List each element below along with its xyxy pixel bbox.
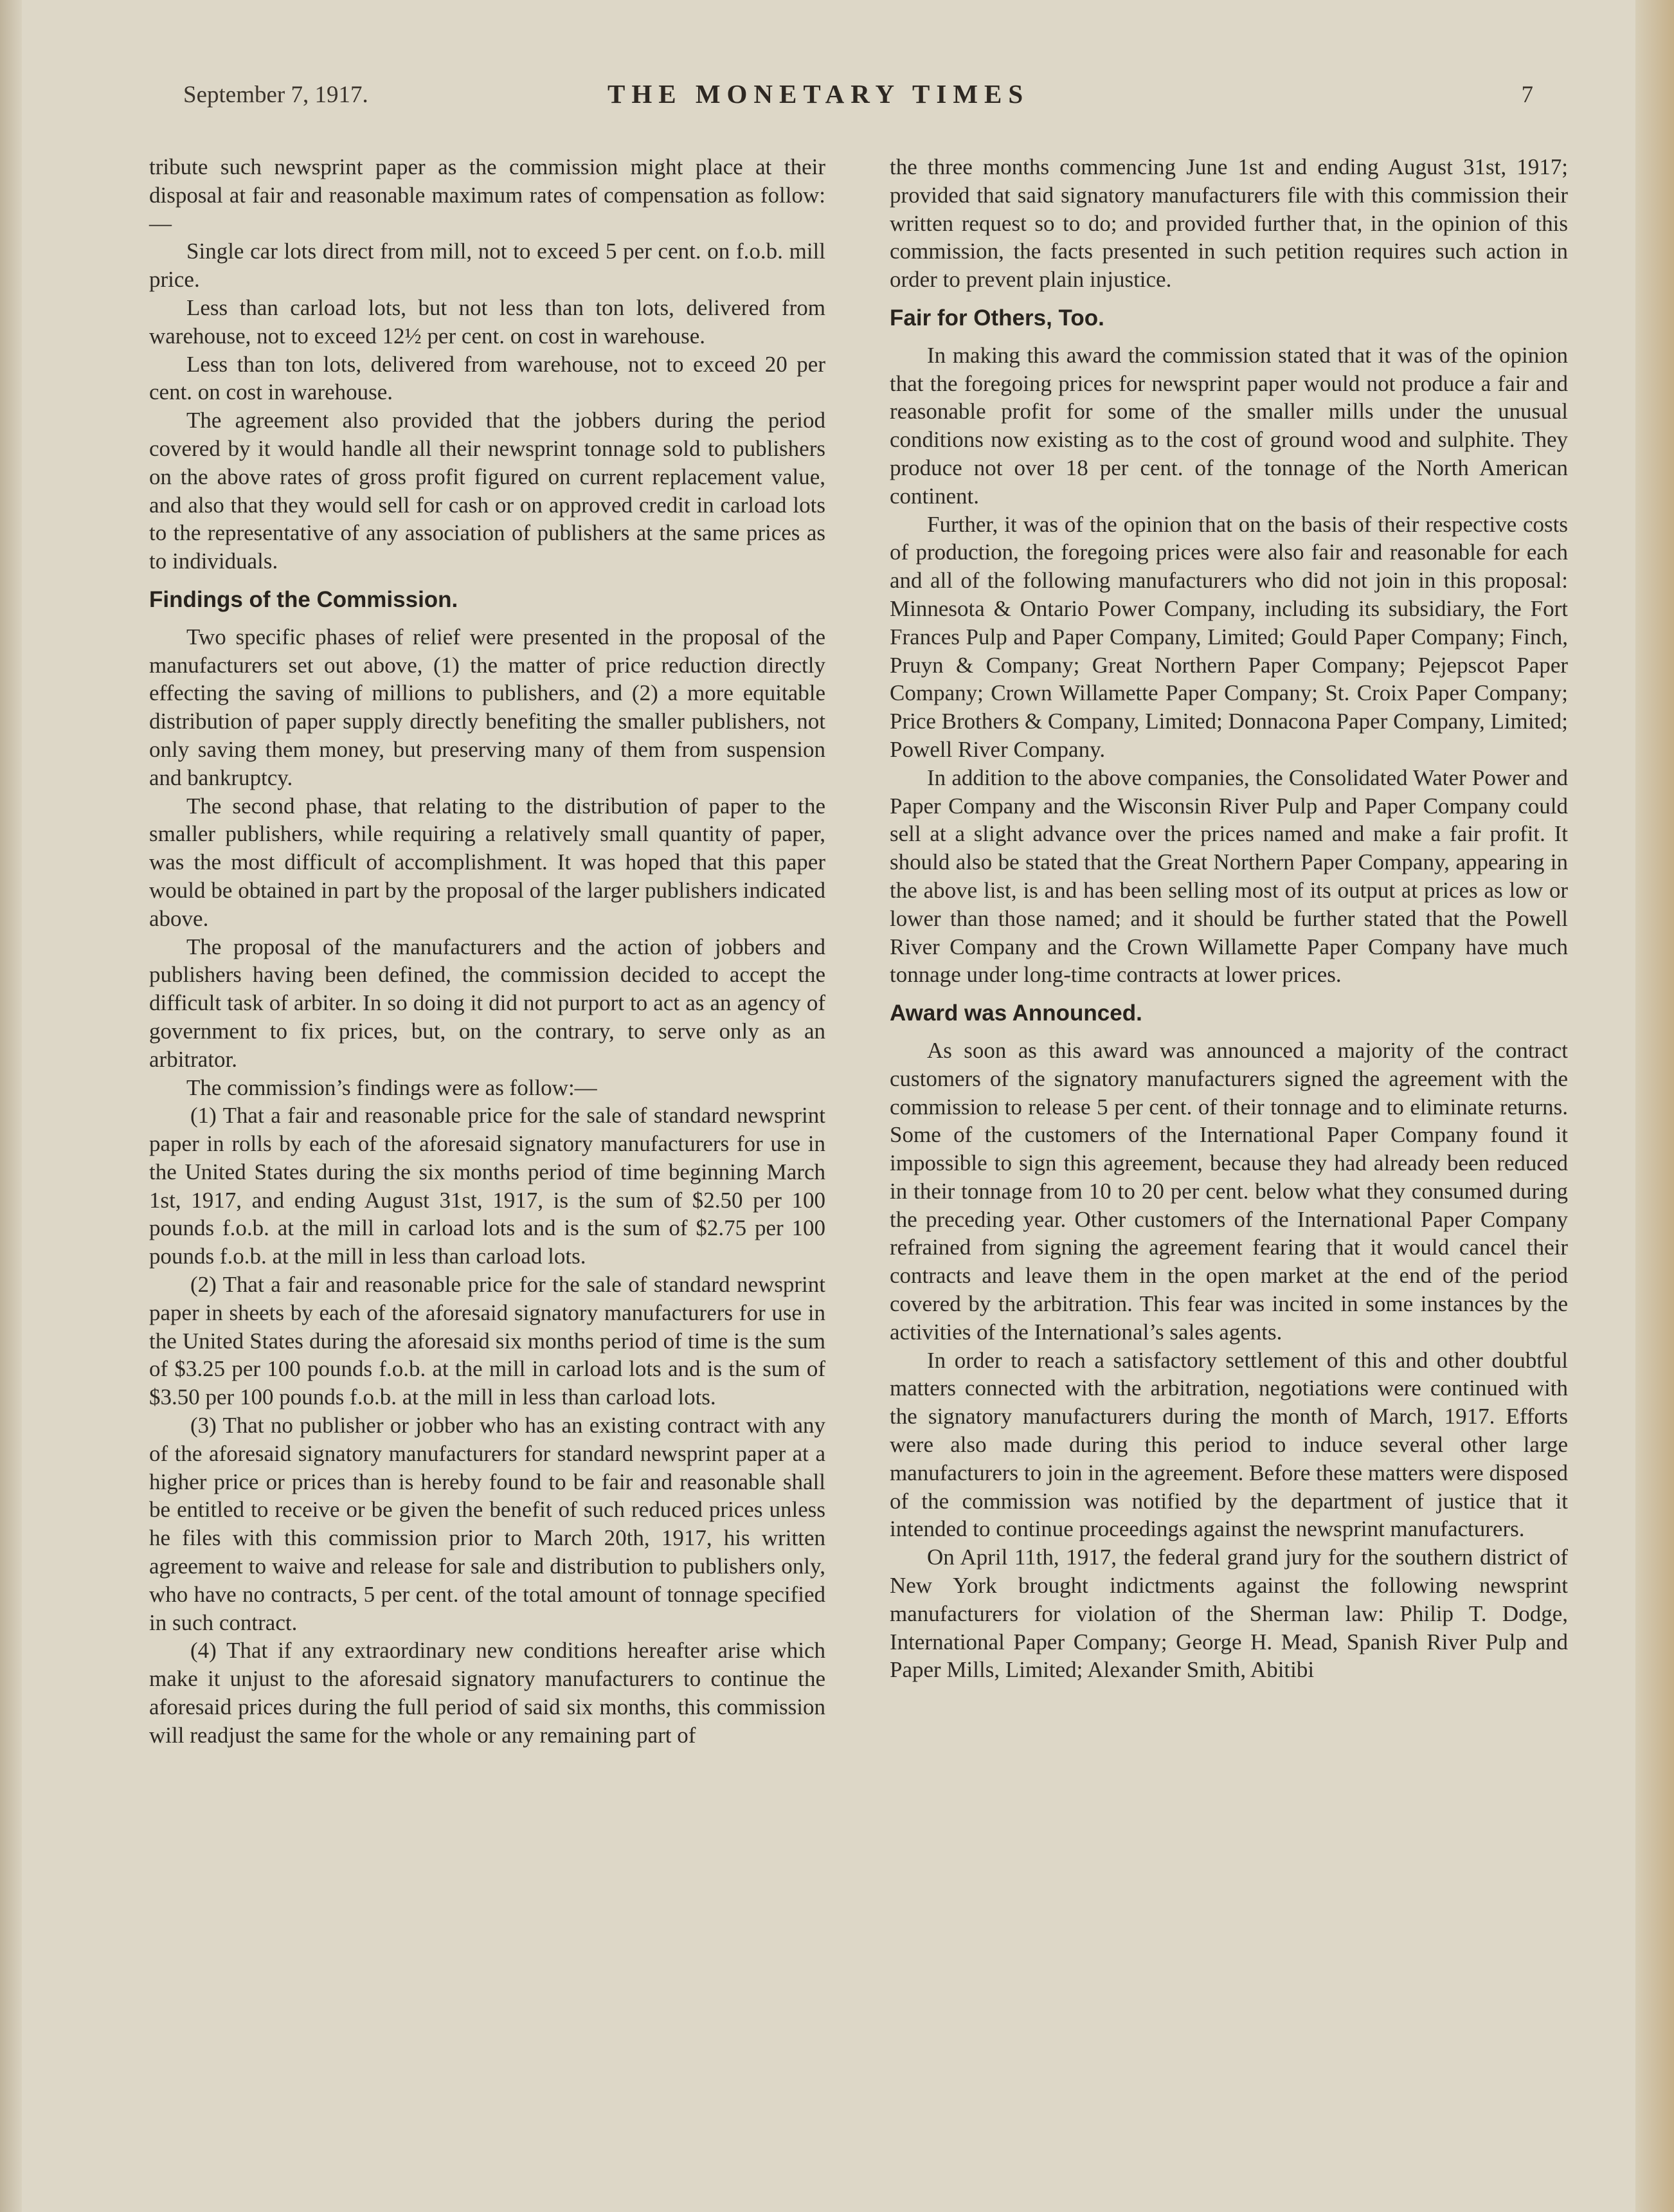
right-column [890, 153, 1568, 1684]
page-header [183, 76, 1533, 117]
paragraph: Less than ton lots, delivered from warehouse, not to exceed 20 per cent. on cost in warehouse. [149, 351, 825, 405]
finding-item: (4) That if any extraordinary new conditions hereafter arise which make it unjust to the aforesaid signatory manufacturers to continue the aforesaid prices during the full period of said six months, this commission will readjust the same for the whole or any remaining part of [149, 1638, 825, 1748]
paragraph: Further, it was of the opinion that on the basis of their respective costs of production, the foregoing prices were also fair and reasonable for each and all of the following manufacturers who did not join in this proposal: Minnesota & Ontario Power Company, including its subsidiary, the Fort Frances Pulp and Paper Company, Limited; Gould Paper Company; Finch, Pruyn & Company; Great Northern Paper Company; Pejepscot Paper Company; Crown Willamette Paper Company; St. Croix Paper Company; Price Brothers & Company, Limited; Donnacona Paper Company, Limited; Powell River Company. [890, 511, 1568, 762]
paragraph: As soon as this award was announced a majority of the contract customers of the signatory manufacturers signed the agreement with the commission to release 5 per cent. of their tonnage and to eliminate returns. Some of the customers of the International Paper Company found it impossible to sign this agreement, because they had already been reduced in their tonnage from 10 to 20 per cent. below what they consumed during the preceding year. Other customers of the International Paper Company refrained from signing the agreement fearing that it would cancel their contracts and leave them in the open market at the end of the period covered by the arbitration. This fear was incited in some instances by the activities of the International’s sales agents. [890, 1037, 1568, 1345]
paragraph: Single car lots direct from mill, not to exceed 5 per cent. on f.o.b. mill price. [149, 239, 825, 293]
finding-item: (2) That a fair and reasonable price for the sale of standard newsprint paper in sheets by each of the aforesaid signatory manufacturers for use in the United States during the aforesaid six months period of time is the sum of $3.25 per 100 pounds f.o.b. at the mill in carload lots and is the sum of $3.50 per 100 pounds f.o.b. at the mill in less than carload lots. [149, 1272, 825, 1410]
paragraph: In order to reach a satisfactory settlement of this and other doubtful matters connected with the arbitration, negotiations were continued with the signatory manufacturers during the month of March, 1917. Efforts were also made during this period to induce several other large manufacturers to join in the agreement. Before these matters were disposed of the commission was notified by the department of justice that it intended to continue proceedings against the newsprint manufacturers. [890, 1347, 1568, 1542]
paragraph: Less than carload lots, but not less than ton lots, delivered from warehouse, not to exceed 12½ per cent. on cost in warehouse. [149, 295, 825, 349]
paragraph: In addition to the above companies, the Consolidated Water Power and Paper Company and the Wisconsin River Pulp and Paper Company could sell at a slight advance over the prices named and make a fair profit. It should also be stated that the Great Northern Paper Company, appearing in the above list, is and has been selling most of its output at prices as low or lower than those named; and it should be further stated that the Powell River Company and the Crown Willamette Paper Company have much tonnage under long-time contracts at lower prices. [890, 765, 1568, 988]
publication-title: THE MONETARY TIMES [608, 79, 1030, 109]
finding-item: (1) That a fair and reasonable price for the sale of standard newsprint paper in rolls by each of the aforesaid signatory manufacturers for use in the United States during the six months period of time beginning March 1st, 1917, and ending August 31st, 1917, is the sum of $2.50 per 100 pounds f.o.b. at the mill in carload lots and is the sum of $2.75 per 100 pounds f.o.b. at the mill in less than carload lots. [149, 1103, 825, 1269]
paragraph: The agreement also provided that the jobbers during the period covered by it would handle all their newsprint tonnage sold to publishers on the above rates of gross profit figured on current replacement value, and also that they would sell for cash or on approved credit in carload lots to the representative of any association of publishers at the same prices as to individuals. [149, 408, 825, 574]
paragraph: The second phase, that relating to the distribution of paper to the smaller publishers, while requiring a relatively small quantity of paper, was the most difficult of accomplishment. It was hoped that this paper would be obtained in part by the proposal of the larger publishers indicated above. [149, 793, 825, 931]
paragraph: the three months commencing June 1st and ending August 31st, 1917; provided that said signatory manufacturers file with this commission their written request so to do; and provided further that, in the opinion of this commission, the facts presented in such petition requires such action in order to prevent plain injustice. [890, 154, 1568, 293]
paragraph: In making this award the commission stated that it was of the opinion that the foregoing prices for newsprint paper would not produce a fair and reasonable profit for some of the smaller mills under the unusual conditions now existing as to the cost of ground wood and sulphite. They produce not over 18 per cent. of the tonnage of the North American continent. [890, 342, 1568, 509]
issue-date: September 7, 1917. [183, 82, 368, 108]
paragraph: tribute such newsprint paper as the commission might place at their disposal at fair and reasonable maximum rates of compensation as follow:— [149, 154, 825, 236]
finding-item: (3) That no publisher or jobber who has an existing contract with any of the aforesaid signatory manufacturers for standard newsprint paper at a higher price or prices than is hereby found to be fair and reasonable shall be entitled to receive or be given the benefit of such reduced prices unless he files with this commission prior to March 20th, 1917, his written agreement to waive and release for sale and distribution to publishers only, who have no contracts, 5 per cent. of the total amount of tonnage specified in such contract. [149, 1413, 825, 1635]
section-heading: Findings of the Commission. [149, 586, 458, 612]
page-number: 7 [1521, 82, 1533, 108]
paragraph: The commission’s findings were as follow:— [186, 1074, 597, 1100]
left-column [149, 153, 825, 1750]
section-heading: Award was Announced. [890, 1001, 1142, 1026]
section-heading: Fair for Others, Too. [890, 305, 1104, 331]
paragraph: The proposal of the manufacturers and the action of jobbers and publishers having been defined, the commission decided to accept the difficult task of arbiter. In so doing it did not purport to act as an agency of government to fix prices, but, on the contrary, to serve only as an arbitrator. [149, 934, 825, 1072]
page-edge-left [0, 0, 22, 2212]
paragraph: Two specific phases of relief were presented in the proposal of the manufacturers set out above, (1) the matter of price reduction directly effecting the saving of millions to publishers, and (2) a more equitable distribution of paper supply directly benefiting the smaller publishers, not only saving them money, but preserving many of them from suspension and bankruptcy. [149, 624, 825, 790]
paragraph: On April 11th, 1917, the federal grand jury for the southern district of New York brought indictments against the following newsprint manufacturers for violation of the Sherman law: Philip T. Dodge, International Paper Company; George H. Mead, Spanish River Pulp and Paper Mills, Limited; Alexander Smith, Abitibi [890, 1545, 1568, 1683]
page-edge-right [1635, 0, 1674, 2212]
